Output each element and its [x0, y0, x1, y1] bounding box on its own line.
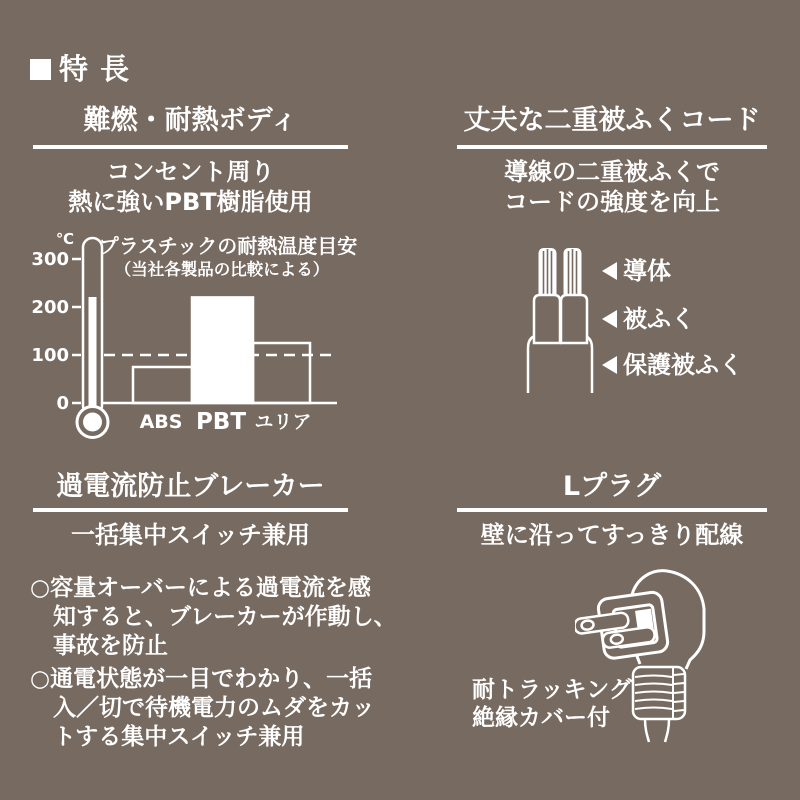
- section4-subtitle: 壁に沿ってすっきり配線: [480, 521, 744, 549]
- bar-yuria: [253, 343, 310, 403]
- chart-ytick-300: 300: [31, 249, 69, 270]
- inner-sheath-tubes: [534, 295, 587, 343]
- cord-label-text: 被ふく: [623, 305, 695, 333]
- section1-subtitle: [33, 157, 348, 217]
- feature-bullet-line: 知すると、ブレーカーが作動し、: [53, 604, 397, 630]
- plug-note-line1: 耐トラッキング: [472, 677, 632, 703]
- cord-cross-section-icon: [525, 245, 595, 395]
- feature-bullet-line: ○容量オーバーによる過電流を感: [30, 575, 371, 601]
- section2-sub-line2: コードの強度を向上: [504, 188, 720, 216]
- arrow-left-icon: [602, 262, 617, 280]
- section3-subtitle: 一括集中スイッチ兼用: [70, 521, 311, 549]
- section2-subtitle: [457, 157, 767, 217]
- feature-bullet-line: 事故を防止: [53, 633, 168, 659]
- heat-resistance-bar-chart: [30, 225, 390, 445]
- plug-strain-relief: [633, 667, 685, 719]
- square-bullet-icon: [30, 59, 51, 80]
- thermometer-icon: [77, 238, 108, 438]
- conductor-strands: [539, 248, 582, 300]
- bar-abs: [133, 367, 192, 403]
- feature-bullet-line: ○通電状態が一目でわかり、一括: [30, 666, 373, 692]
- section1-sub-line2: 熱に強いPBT樹脂使用: [68, 188, 313, 216]
- chart-xlabel-yuria: ユリア: [254, 411, 312, 433]
- section4-underline: [457, 508, 767, 512]
- arrow-left-icon: [602, 356, 617, 374]
- section3-bullet-list: [30, 574, 397, 752]
- page-header: [30, 52, 130, 86]
- chart-ytick-0: 0: [56, 393, 69, 414]
- chart-xlabel-abs: ABS: [139, 411, 183, 433]
- plug-note-line2: 絶縁カバー付: [472, 705, 610, 731]
- section2-title: 丈夫な二重被ふくコード: [463, 105, 761, 136]
- cord-label-text: 保護被ふく: [623, 351, 743, 379]
- plug-cord: [645, 719, 669, 742]
- section3-underline: [33, 508, 348, 512]
- feature-bullet-line: 入／切で待機電力のムダをカッ: [53, 695, 375, 721]
- cord-label-conductor: [602, 258, 671, 284]
- chart-xlabel-pbt: PBT: [195, 409, 247, 435]
- cord-label-protective-sheath: [602, 352, 743, 378]
- arrow-left-icon: [602, 310, 617, 328]
- chart-subtitle: （当社各製品の比較による）: [114, 260, 330, 279]
- chart-title: プラスチックの耐熱温度目安: [98, 234, 358, 258]
- section1-sub-line1: コンセント周り: [106, 158, 275, 186]
- chart-ytick-200: 200: [31, 297, 69, 318]
- section2-sub-line1: 導線の二重被ふくで: [504, 158, 720, 186]
- chart-ytick-100: 100: [31, 345, 69, 366]
- section4-title: Lプラグ: [562, 471, 662, 502]
- section1-underline: [33, 145, 348, 149]
- chart-unit-label: ℃: [55, 230, 74, 248]
- bar-pbt: [192, 297, 253, 403]
- page-title: 特 長: [59, 52, 131, 86]
- section1-title: 難燃・耐熱ボディ: [83, 105, 298, 136]
- section2-underline: [457, 145, 767, 149]
- section3-title: 過電流防止ブレーカー: [56, 471, 325, 502]
- cord-label-text: 導体: [623, 257, 671, 285]
- cord-label-insulation: [602, 306, 695, 332]
- feature-bullet-line: トする集中スイッチ兼用: [53, 724, 305, 750]
